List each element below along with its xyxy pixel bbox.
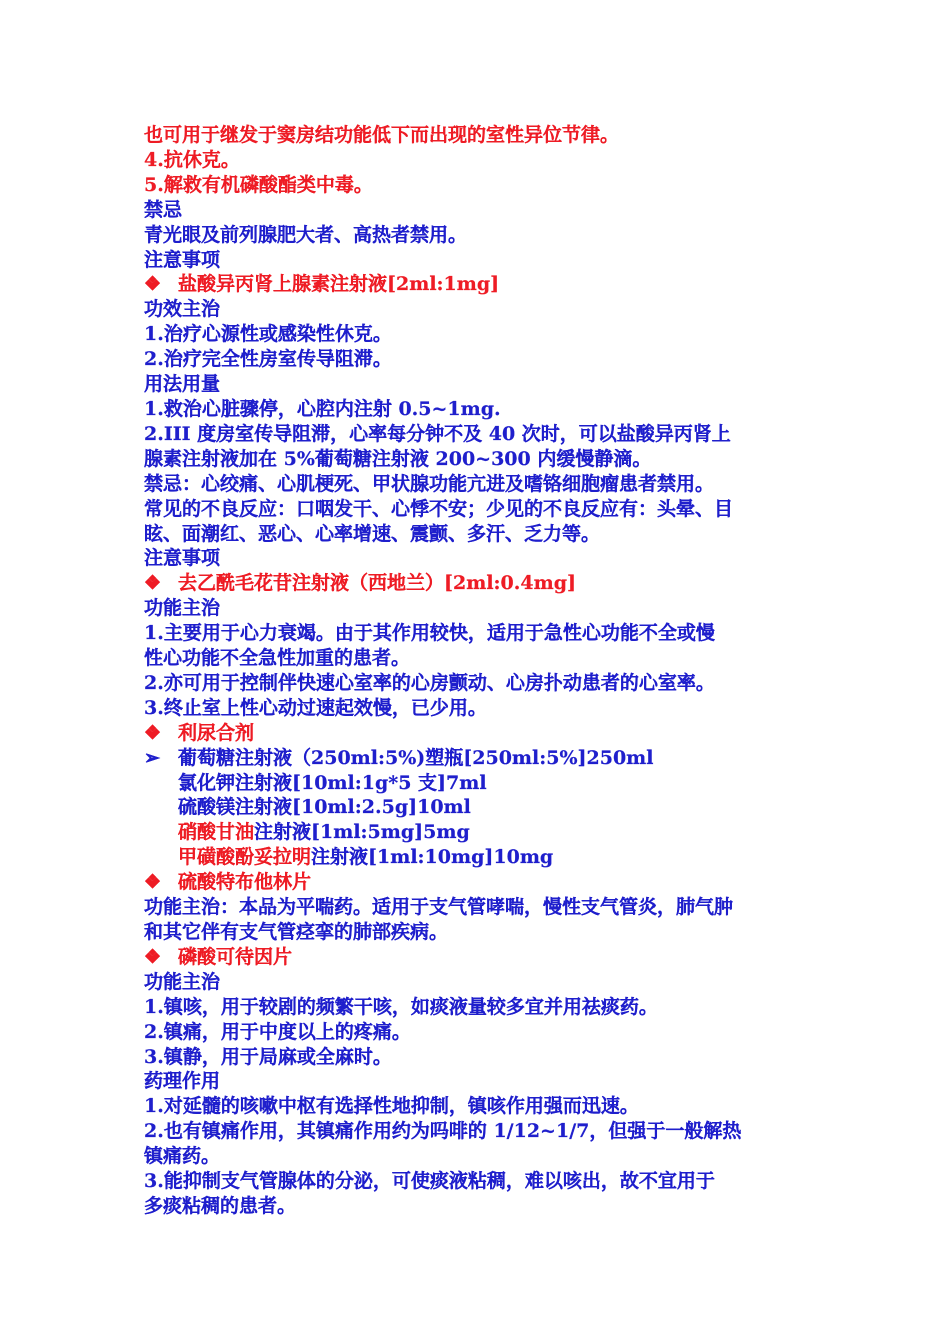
text-line (144, 820, 824, 845)
text-line (144, 198, 824, 223)
diamond-bullet-icon: ❖ (144, 273, 162, 296)
line-text: 用法用量 (144, 373, 221, 396)
text-span: 硝酸甘油 (178, 821, 255, 844)
line-text: 青光眼及前列腺肥大者、高热者禁用。 (144, 223, 468, 246)
line-text: 药理作用 (144, 1070, 221, 1093)
line-text: 功能主治：本品为平喘药。适用于支气管哮喘，慢性支气管炎，肺气肿 (144, 896, 734, 919)
text-span: 注射液[1ml:10mg]10mg (311, 846, 554, 869)
line-text: 硫酸特布他林片 (178, 871, 312, 894)
line-text: 禁忌 (144, 198, 183, 221)
text-line (144, 721, 824, 746)
line-text: 磷酸可待因片 (178, 945, 293, 968)
text-line (144, 870, 824, 895)
line-text: 2.亦可用于控制伴快速心室率的心房颤动、心房扑动患者的心室率。 (144, 671, 715, 694)
line-text: 去乙酰毛花苷注射液（西地兰）[2ml:0.4mg] (178, 572, 576, 595)
text-line (144, 746, 824, 771)
text-line (144, 1069, 824, 1094)
line-text: 2.也有镇痛作用，其镇痛作用约为吗啡的 1/12~1/7，但强于一般解热 (144, 1120, 742, 1143)
line-text: 2.III 度房室传导阻滞，心率每分钟不及 40 次时，可以盐酸异丙肾上 (144, 422, 731, 445)
line-text: 禁忌：心绞痛、心肌梗死、甲状腺功能亢进及嗜铬细胞瘤患者禁用。 (144, 472, 715, 495)
text-line (144, 995, 824, 1020)
line-text: 也可用于继发于窦房结功能低下而出现的室性异位节律。 (144, 124, 620, 146)
text-line (144, 945, 824, 970)
line-text: 1.救治心脏骤停，心腔内注射 0.5~1mg. (144, 397, 501, 420)
arrow-bullet-icon: ➢ (144, 746, 160, 769)
text-line (144, 447, 824, 472)
line-text: 2.治疗完全性房室传导阻滞。 (144, 348, 392, 371)
text-line (144, 347, 824, 372)
diamond-bullet-icon: ❖ (144, 945, 162, 968)
text-line (144, 845, 824, 870)
text-line (144, 397, 824, 422)
text-span: 注射液[1ml:5mg]5mg (254, 821, 470, 844)
text-line (144, 895, 824, 920)
line-text: 1.主要用于心力衰竭。由于其作用较快，适用于急性心功能不全或慢 (144, 622, 715, 645)
line-text: 硫酸镁注射液[10ml:2.5g]10ml (178, 796, 471, 819)
line-text: 3.终止室上性心动过速起效慢，已少用。 (144, 696, 487, 719)
text-line (144, 297, 824, 322)
text-line (144, 696, 824, 721)
text-line (144, 1144, 824, 1169)
line-text: 多痰粘稠的患者。 (144, 1194, 297, 1217)
text-line (144, 422, 824, 447)
text-line (144, 148, 824, 173)
text-line (144, 248, 824, 273)
text-line (144, 920, 824, 945)
text-line (144, 1094, 824, 1119)
text-line (144, 596, 824, 621)
line-text: 葡萄糖注射液（250ml:5%)塑瓶[250ml:5%]250ml (178, 746, 654, 769)
text-line (144, 1045, 824, 1070)
text-line (144, 472, 824, 497)
text-line (144, 123, 824, 148)
line-text: 功能主治 (144, 597, 221, 620)
text-line (144, 546, 824, 571)
text-line (144, 646, 824, 671)
text-line (144, 372, 824, 397)
text-line (144, 173, 824, 198)
text-line (144, 272, 824, 297)
text-line (144, 497, 824, 522)
line-text: 功能主治 (144, 970, 221, 993)
text-line (144, 571, 824, 596)
line-text: 性心功能不全急性加重的患者。 (144, 647, 411, 670)
line-text: 功效主治 (144, 298, 221, 321)
line-text: 盐酸异丙肾上腺素注射液[2ml:1mg] (178, 273, 500, 296)
line-text: 2.镇痛，用于中度以上的疼痛。 (144, 1020, 411, 1043)
line-text: 注意事项 (144, 248, 221, 271)
line-text: 注意事项 (144, 547, 221, 570)
text-span: 甲磺酸酚妥拉明 (178, 846, 312, 869)
text-line (144, 1194, 824, 1219)
line-text: 眩、面潮红、恶心、心率增速、震颤、多汗、乏力等。 (144, 522, 601, 545)
line-text: 腺素注射液加在 5%葡萄糖注射液 200~300 内缓慢静滴。 (144, 447, 652, 470)
text-line (144, 1169, 824, 1194)
line-text: 和其它伴有支气管痉挛的肺部疾病。 (144, 921, 449, 943)
text-line (144, 671, 824, 696)
text-line (144, 1020, 824, 1045)
line-text: 1.治疗心源性或感染性休克。 (144, 323, 392, 346)
text-line (144, 223, 824, 248)
line-text: 1.镇咳，用于较剧的频繁干咳，如痰液量较多宜并用祛痰药。 (144, 995, 658, 1018)
diamond-bullet-icon: ❖ (144, 721, 162, 744)
diamond-bullet-icon: ❖ (144, 871, 162, 894)
line-text: 3.能抑制支气管腺体的分泌，可使痰液粘稠，难以咳出，故不宜用于 (144, 1170, 715, 1193)
text-line (144, 771, 824, 796)
text-line (144, 621, 824, 646)
line-text: 利尿合剂 (178, 721, 255, 744)
line-text: 常见的不良反应：口咽发干、心悸不安；少见的不良反应有：头晕、目 (144, 497, 734, 520)
line-text: 1.对延髓的咳嗽中枢有选择性地抑制，镇咳作用强而迅速。 (144, 1095, 639, 1118)
diamond-bullet-icon: ❖ (144, 572, 162, 595)
line-text: 4.抗休克。 (144, 148, 240, 171)
document-page (144, 123, 824, 1219)
line-text: 3.镇静，用于局麻或全麻时。 (144, 1045, 392, 1068)
line-text: 镇痛药。 (144, 1145, 221, 1168)
line-text: 5.解救有机磷酸酯类中毒。 (144, 173, 373, 196)
text-line (144, 795, 824, 820)
text-line (144, 322, 824, 347)
line-text: 氯化钾注射液[10ml:1g*5 支]7ml (178, 771, 487, 794)
text-line (144, 1119, 824, 1144)
text-line (144, 522, 824, 547)
text-line (144, 970, 824, 995)
